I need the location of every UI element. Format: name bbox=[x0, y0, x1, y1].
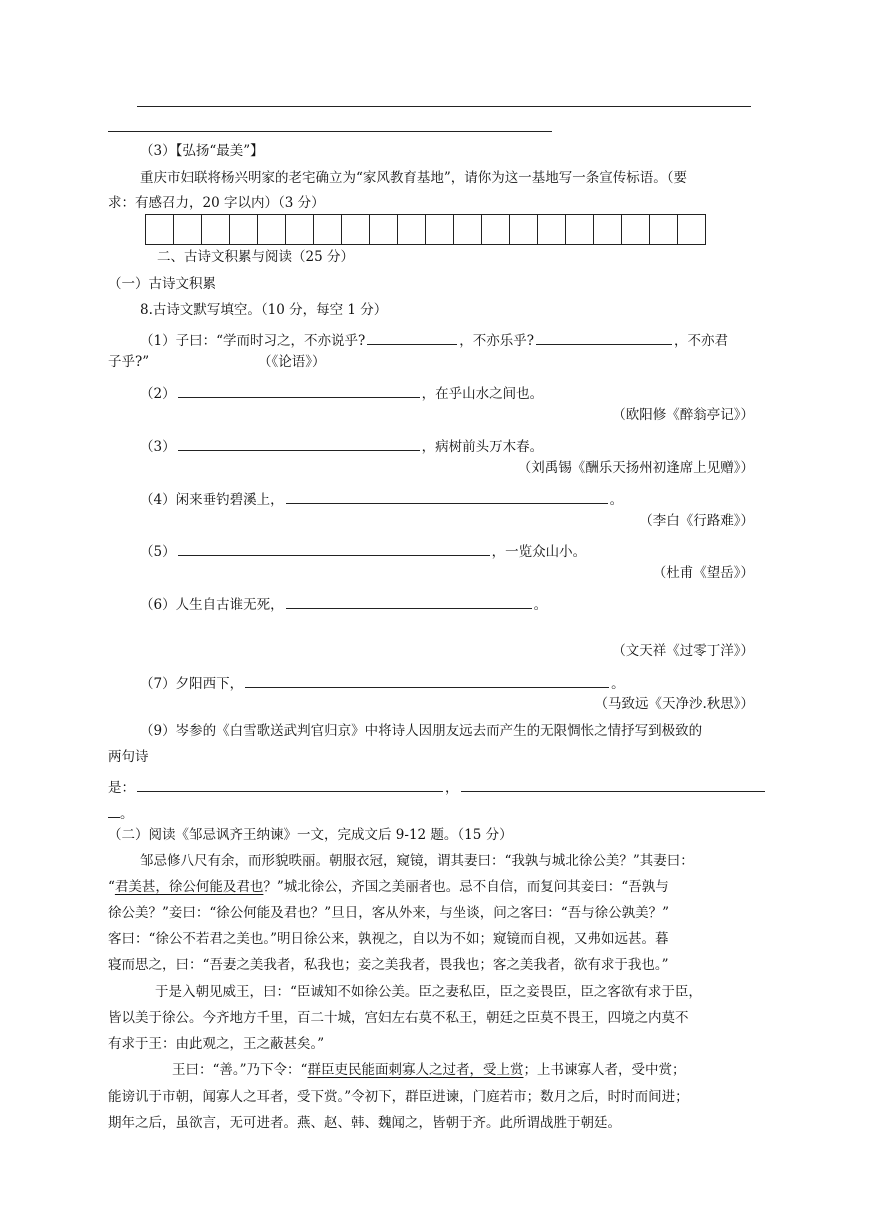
blank-5[interactable] bbox=[178, 541, 490, 556]
blank-9b[interactable] bbox=[461, 777, 765, 792]
blank-6[interactable] bbox=[286, 594, 532, 609]
passage-p1-l5: 寝而思之，曰：“吾妻之美我者，私我也；妾之美我者，畏我也；客之美我者，欲有求于我也。” bbox=[108, 957, 669, 973]
item-1-cont: 子乎?” bbox=[108, 354, 150, 370]
blank-3[interactable] bbox=[178, 436, 420, 451]
answer-line-2 bbox=[108, 131, 552, 132]
blank-9a[interactable] bbox=[137, 777, 443, 792]
underlined-sentence-1: 君美甚，徐公何能及君也 bbox=[114, 879, 264, 895]
blank-7[interactable] bbox=[245, 673, 609, 688]
reading-title: （二）阅读《邹忌讽齐王纳谏》一文，完成文后 9-12 题。（15 分） bbox=[108, 827, 513, 843]
item-1-source: （《论语》） bbox=[258, 354, 326, 370]
passage-p3-l2: 能谤讥于市朝，闻寡人之耳者，受下赏。”令初下，群臣进谏，门庭若市；数月之后，时时而间进； bbox=[108, 1089, 689, 1105]
item-4: （4）闲来垂钓碧溪上， 。 bbox=[140, 489, 623, 508]
item-2: （2） ，在乎山水之间也。 bbox=[140, 383, 543, 402]
q3-text-line2: 求：有感召力，20 字以内）（3 分） bbox=[108, 195, 325, 211]
passage-p1-l1: 邹忌修八尺有余，而形貌昳丽。朝服衣冠，窥镜，谓其妻曰：“我孰与城北徐公美？”其妻曰： bbox=[140, 853, 694, 869]
item-5-source: （杜甫《望岳》） bbox=[652, 565, 754, 581]
blank-4[interactable] bbox=[286, 489, 608, 504]
item-4-source: （李白《行路难》） bbox=[639, 513, 754, 529]
item-2-source: （欧阳修《醉翁亭记》） bbox=[612, 407, 754, 423]
passage-p2-l2: 皆以美于徐公。今齐地方千里，百二十城，宫妇左右莫不私王，朝廷之臣莫不畏王，四境之内莫不 bbox=[108, 1010, 689, 1026]
q3-text-line1: 重庆市妇联将杨兴明家的老宅确立为“家风教育基地”，请你为这一基地写一条宣传标语。（要 bbox=[140, 170, 688, 186]
section2-title: 二、古诗文积累与阅读（25 分） bbox=[157, 249, 354, 265]
blank-2[interactable] bbox=[178, 383, 420, 398]
item-9-line4: 。 bbox=[108, 803, 134, 822]
passage-p1-l4: 客曰：“徐公不若君之美也。”明日徐公来，孰视之，自以为不如；窥镜而自视，又弗如远甚。暮 bbox=[108, 931, 669, 947]
passage-p3-l3: 期年之后，虽欲言，无可进者。燕、赵、韩、魏闻之，皆朝于齐。此所谓战胜于朝廷。 bbox=[108, 1115, 621, 1131]
item-7-source: （马致远《天净沙.秋思》） bbox=[594, 696, 754, 712]
blank-9c[interactable] bbox=[108, 803, 120, 818]
q8-title: 8.古诗文默写填空。（10 分，每空 1 分） bbox=[140, 302, 388, 318]
answer-line-1 bbox=[137, 106, 751, 107]
passage-p3-l1: 王曰：“善。”乃下令：“群臣吏民能面刺寡人之过者，受上赏；上书谏寡人者，受中赏； bbox=[172, 1062, 686, 1078]
q3-title: （3）【弘扬“最美”】 bbox=[140, 143, 264, 159]
item-3-source: （刘禹锡《酬乐天扬州初逢席上见赠》） bbox=[517, 460, 754, 476]
passage-p2-l3: 有求于王：由此观之，王之蔽甚矣。” bbox=[108, 1036, 325, 1052]
passage-p2-l1: 于是入朝见威王，曰：“臣诚知不如徐公美。臣之妻私臣，臣之妾畏臣，臣之客欲有求于臣， bbox=[155, 984, 702, 1000]
section2-sub1: （一）古诗文积累 bbox=[108, 276, 216, 292]
passage-p1-l2: “君美甚，徐公何能及君也？”城北徐公，齐国之美丽者也。忌不自信，而复问其妾曰：“吾孰与 bbox=[108, 879, 669, 895]
passage-p1-l3: 徐公美？”妾曰：“徐公何能及君也？”旦日，客从外来，与坐谈，问之客曰：“吾与徐公孰美？” bbox=[108, 905, 670, 921]
blank-1b[interactable] bbox=[536, 330, 672, 345]
item-6: （6）人生自古谁无死， 。 bbox=[140, 594, 547, 613]
item-9-line3: 是： ， bbox=[108, 777, 767, 796]
item-7: （7）夕阳西下， 。 bbox=[140, 673, 625, 692]
blank-1a[interactable] bbox=[367, 330, 457, 345]
slogan-answer-grid[interactable] bbox=[145, 214, 706, 245]
item-5: （5） ，一览众山小。 bbox=[140, 541, 586, 560]
underlined-sentence-2: 群臣吏民能面刺寡人之过者，受上赏 bbox=[307, 1062, 524, 1078]
item-1: （1）子曰：“学而时习之，不亦说乎? ，不亦乐乎? ，不亦君 bbox=[140, 330, 728, 349]
item-6-source: （文天祥《过零丁洋》） bbox=[612, 643, 754, 659]
item-9-line2: 两句诗 bbox=[108, 749, 149, 765]
item-3: （3） ，病树前头万木春。 bbox=[140, 436, 543, 455]
item-9-line1: （9）岑参的《白雪歌送武判官归京》中将诗人因朋友远去而产生的无限惆怅之情抒写到极致的 bbox=[140, 723, 703, 739]
